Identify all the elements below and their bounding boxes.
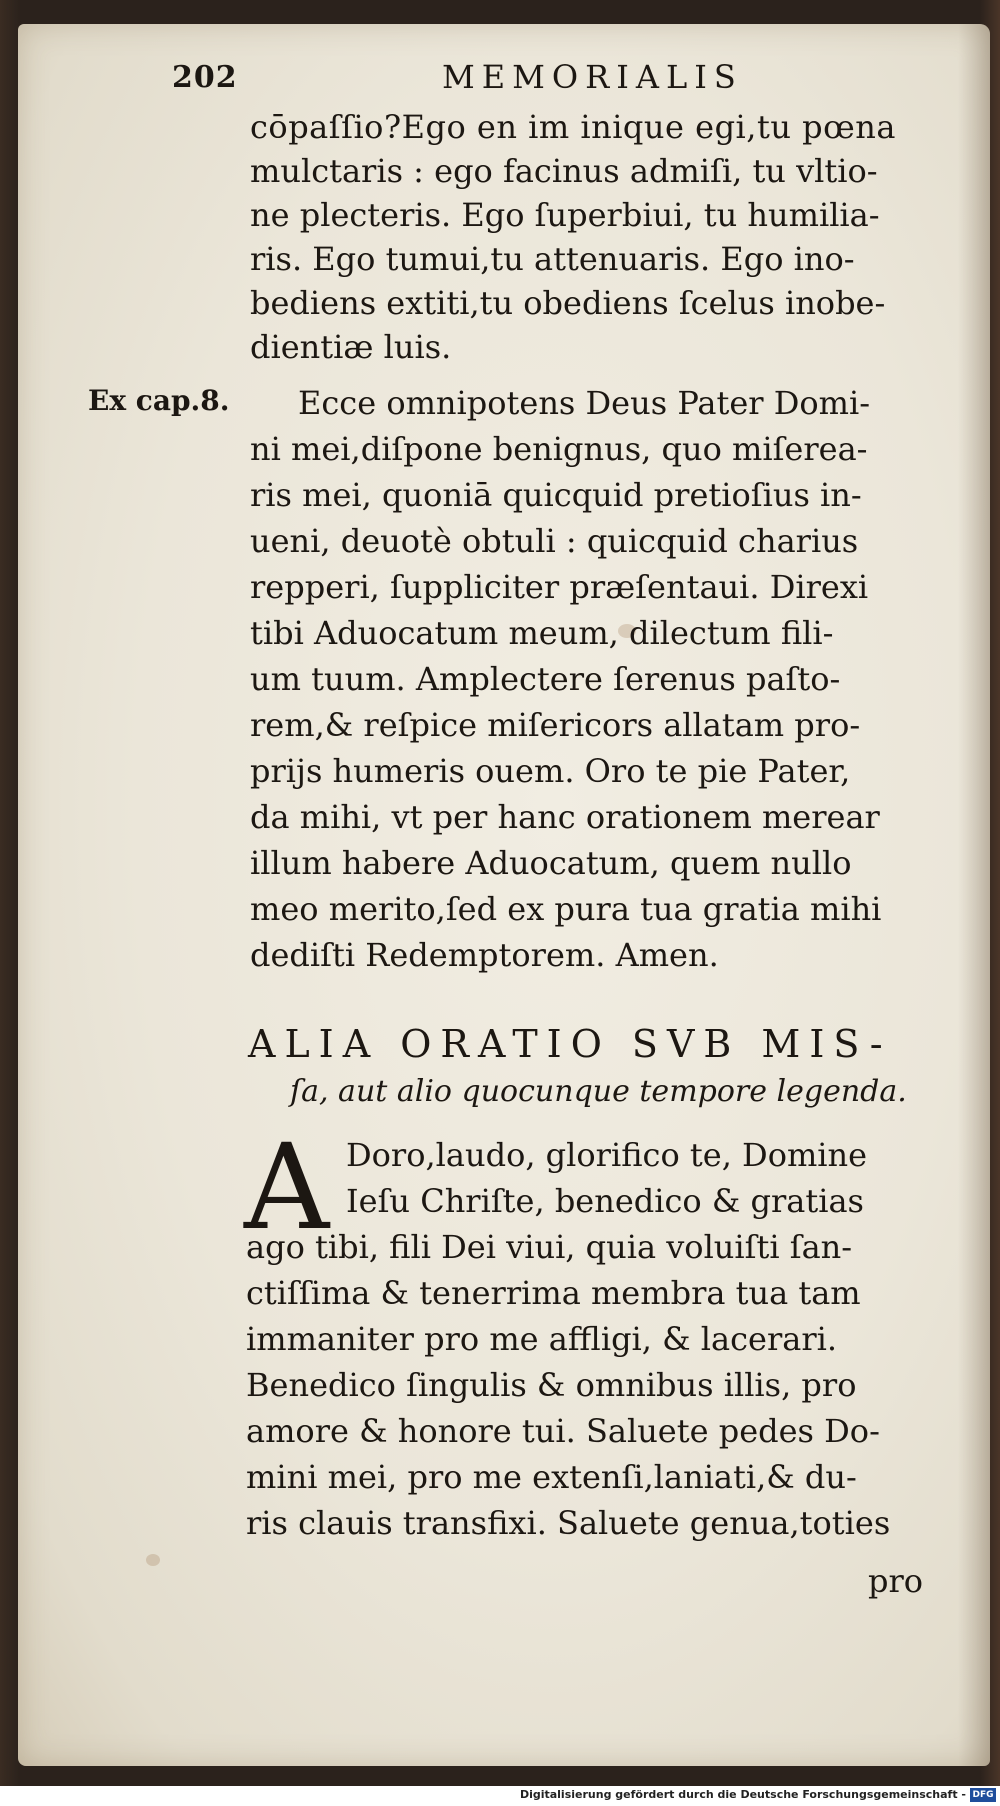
text-line: immaniter pro me affligi, & lacerari. [246, 1320, 838, 1358]
dfg-logo: DFG [970, 1788, 996, 1802]
catchword: pro [868, 1562, 924, 1600]
text-line: Doro,laudo, glorifico te, Domine [346, 1136, 868, 1174]
section-subheading: ſa, aut alio quocunque tempore legenda. [290, 1074, 907, 1109]
text-line: mulctaris : ego facinus admiſi, tu vltio- [250, 152, 878, 190]
text-line: um tuum. Amplectere ſerenus paſto- [250, 660, 841, 698]
text-line: tibi Aduocatum meum, dilectum fili- [250, 614, 834, 652]
text-line: ueni, deuotè obtuli : quicquid charius [250, 522, 859, 560]
text-line: prijs humeris ouem. Oro te pie Pater, [250, 752, 851, 790]
text-line: ctiſſima & tenerrima membra tua tam [246, 1274, 861, 1312]
text-line: da mihi, vt per hanc orationem merear [250, 798, 880, 836]
text-line: ago tibi, fili Dei viui, quia voluiſti ſan- [246, 1228, 853, 1266]
page-number: 202 [172, 60, 238, 95]
text-line: illum habere Aduocatum, quem nullo [250, 844, 852, 882]
text-line: amore & honore tui. Saluete pedes Do- [246, 1412, 880, 1450]
text-line: mini mei, pro me extenſi,laniati,& du- [246, 1458, 857, 1496]
section-heading: ALIA ORATIO SVB MIS- [248, 1022, 892, 1066]
text-line: cōpaſſio?Ego en im inique egi,tu pœna [250, 108, 896, 146]
text-line: dientiæ luis. [250, 328, 452, 366]
drop-cap: A [244, 1118, 330, 1256]
text-line: ris mei, quoniā quicquid pretioſius in- [250, 476, 862, 514]
text-line: bediens extiti,tu obediens ſcelus inobe- [250, 284, 886, 322]
text-line: ni mei,diſpone benignus, quo miſerea- [250, 430, 868, 468]
text-line: ris clauis transfixi. Saluete genua,toties [246, 1504, 891, 1542]
text-line: dediſti Redemptorem. Amen. [250, 936, 719, 974]
running-head: MEMORIALIS [442, 58, 743, 96]
text-line: repperi, ſuppliciter præſentaui. Direxi [250, 568, 869, 606]
text-line: ris. Ego tumui,tu attenuaris. Ego ino- [250, 240, 855, 278]
text-line: Ieſu Chriſte, benedico & gratias [346, 1182, 864, 1220]
paper-stain [146, 1554, 160, 1566]
footer-credit: Digitalisierung gefördert durch die Deutsche Forschungsgemeinschaft - [519, 1788, 966, 1801]
page-edge-shadow [958, 24, 990, 1766]
text-line: ne plecteris. Ego ſuperbiui, tu humilia- [250, 196, 880, 234]
text-line: rem,& reſpice miſericors allatam pro- [250, 706, 861, 744]
marginal-note: Ex cap.8. [88, 384, 230, 417]
text-line: Benedico ſingulis & omnibus illis, pro [246, 1366, 857, 1404]
text-line: meo merito,ſed ex pura tua gratia mihi [250, 890, 882, 928]
text-line: Ecce omnipotens Deus Pater Domi- [298, 384, 871, 422]
